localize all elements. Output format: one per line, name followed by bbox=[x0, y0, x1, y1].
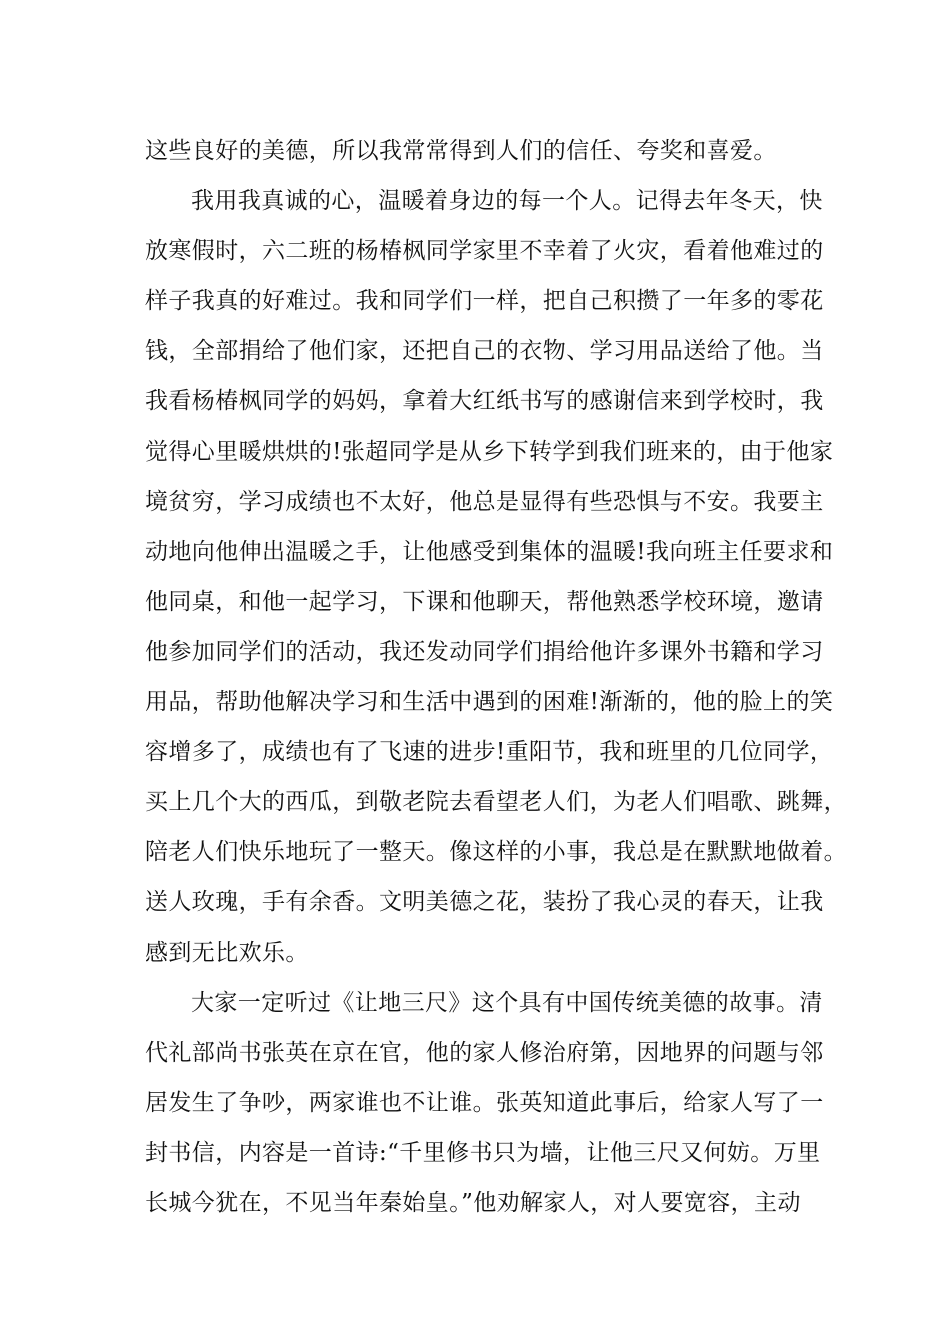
text-line: 长城今犹在，不见当年秦始皇。”他劝解家人，对人要宽容，主动 bbox=[145, 1189, 801, 1216]
text-line: 境贫穷，学习成绩也不太好，他总是显得有些恐惧与不安。我要主 bbox=[145, 488, 824, 515]
text-line: 钱，全部捐给了他们家，还把自己的衣物、学习用品送给了他。当 bbox=[145, 338, 824, 365]
text-line: 封书信，内容是一首诗:“千里修书只为墙，让他三尺又何妨。万里 bbox=[145, 1139, 821, 1166]
paragraph-first-line: 我用我真诚的心，温暖着身边的每一个人。记得去年冬天，快 bbox=[191, 188, 823, 215]
text-line: 陪老人们快乐地玩了一整天。像这样的小事，我总是在默默地做着。 bbox=[145, 839, 847, 866]
text-line: 觉得心里暖烘烘的!张超同学是从乡下转学到我们班来的，由于他家 bbox=[145, 438, 834, 465]
text-line: 放寒假时，六二班的杨椿枫同学家里不幸着了火灾，看着他难过的 bbox=[145, 238, 824, 265]
text-line: 买上几个大的西瓜，到敬老院去看望老人们，为老人们唱歌、跳舞， bbox=[145, 789, 847, 816]
text-line: 我看杨椿枫同学的妈妈，拿着大红纸书写的感谢信来到学校时，我 bbox=[145, 388, 824, 415]
text-line: 这些良好的美德，所以我常常得到人们的信任、夸奖和喜爱。 bbox=[145, 138, 777, 164]
paragraph-first-line: 大家一定听过《让地三尺》这个具有中国传统美德的故事。清 bbox=[191, 989, 823, 1016]
text-line: 用品，帮助他解决学习和生活中遇到的困难!渐渐的，他的脸上的笑 bbox=[145, 689, 834, 716]
text-line: 他参加同学们的活动，我还发动同学们捐给他许多课外书籍和学习 bbox=[145, 638, 824, 665]
text-line: 代礼部尚书张英在京在官，他的家人修治府第，因地界的问题与邻 bbox=[145, 1039, 824, 1066]
text-line: 他同桌，和他一起学习，下课和他聊天，帮他熟悉学校环境，邀请 bbox=[145, 588, 824, 615]
text-line: 感到无比欢乐。 bbox=[145, 939, 309, 966]
text-line: 居发生了争吵，两家谁也不让谁。张英知道此事后，给家人写了一 bbox=[145, 1089, 824, 1116]
text-line: 动地向他伸出温暖之手，让他感受到集体的温暖!我向班主任要求和 bbox=[145, 538, 834, 565]
text-line: 样子我真的好难过。我和同学们一样，把自己积攒了一年多的零花 bbox=[145, 288, 824, 315]
text-line: 容增多了，成绩也有了飞速的进步!重阳节，我和班里的几位同学， bbox=[145, 739, 834, 766]
body-text bbox=[145, 126, 847, 1228]
text-line: 送人玫瑰，手有余香。文明美德之花，装扮了我心灵的春天，让我 bbox=[145, 889, 824, 916]
